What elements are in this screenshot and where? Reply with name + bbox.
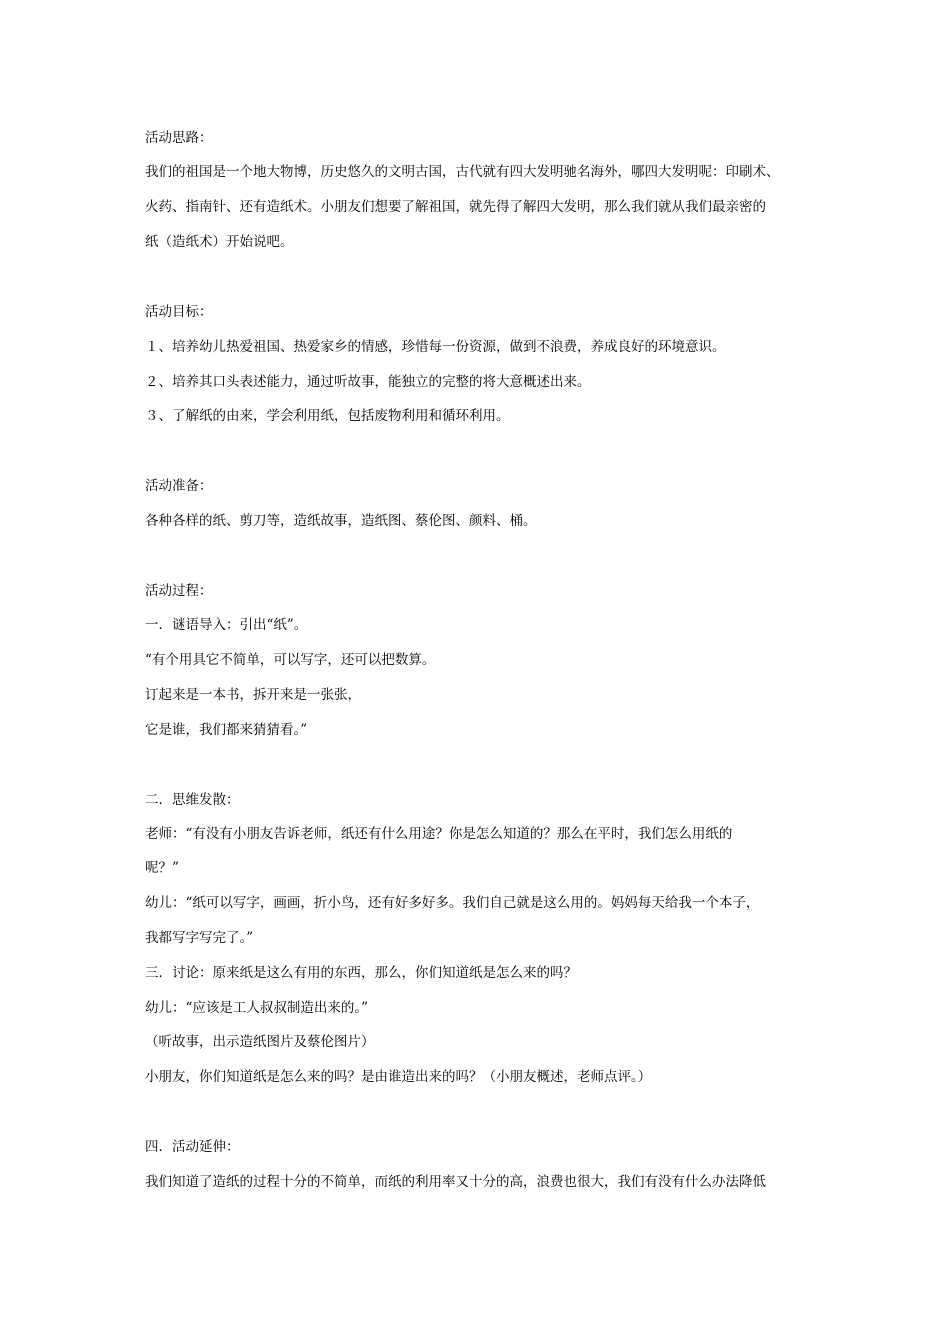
step-heading-1: 一．谜语导入：引出“纸”。 bbox=[145, 617, 308, 633]
paragraph-line: 纸（造纸术）开始说吧。 bbox=[145, 234, 294, 250]
dialogue-line: 老师：“有没有小朋友告诉老师，纸还有什么用途？你是怎么知道的？那么在平时，我们怎么用纸的 bbox=[145, 826, 733, 842]
goal-item-1: １、培养幼儿热爱祖国、热爱家乡的情感，珍惜每一份资源，做到不浪费，养成良好的环境意识。 bbox=[145, 339, 726, 355]
paragraph-line: 火药、指南针、还有造纸术。小朋友们想要了解祖国，就先得了解四大发明，那么我们就从我们最亲密的 bbox=[145, 199, 766, 215]
heading-activity-preparation: 活动准备： bbox=[145, 478, 213, 494]
step-heading-3: 三．讨论：原来纸是这么有用的东西，那么，你们知道纸是怎么来的吗？ bbox=[145, 965, 577, 981]
paragraph-line: 小朋友，你们知道纸是怎么来的吗？是由谁造出来的吗？（小朋友概述，老师点评。） bbox=[145, 1069, 652, 1085]
riddle-line: 订起来是一本书，拆开来是一张张， bbox=[145, 687, 361, 703]
riddle-line: “有个用具它不简单，可以写字，还可以把数算。 bbox=[145, 652, 436, 668]
goal-item-3: ３、了解纸的由来，学会利用纸，包括废物利用和循环利用。 bbox=[145, 408, 510, 424]
dialogue-line: 幼儿：“纸可以写字，画画，折小鸟，还有好多好多。我们自己就是这么用的。妈妈每天给我一个本子， bbox=[145, 895, 760, 911]
heading-activity-process: 活动过程： bbox=[145, 583, 213, 599]
goal-item-2: ２、培养其口头表述能力，通过听故事，能独立的完整的将大意概述出来。 bbox=[145, 374, 591, 390]
riddle-line: 它是谁，我们都来猜猜看。” bbox=[145, 722, 308, 738]
paragraph-line: （听故事，出示造纸图片及蔡伦图片） bbox=[145, 1034, 375, 1050]
paragraph-line: 我们的祖国是一个地大物博，历史悠久的文明古国，古代就有四大发明驰名海外，哪四大发明呢：印刷术、 bbox=[145, 164, 780, 180]
paragraph-line: 我们知道了造纸的过程十分的不简单，而纸的利用率又十分的高，浪费也很大，我们有没有什么办法降低 bbox=[145, 1174, 766, 1190]
heading-activity-idea: 活动思路： bbox=[145, 130, 213, 146]
dialogue-line: 呢？” bbox=[145, 860, 179, 876]
step-heading-2: 二．思维发散： bbox=[145, 792, 240, 808]
dialogue-line: 我都写字写完了。” bbox=[145, 930, 254, 946]
paragraph-line: 各种各样的纸、剪刀等，造纸故事，造纸图、蔡伦图、颜料、桶。 bbox=[145, 513, 537, 529]
dialogue-line: 幼儿：“应该是工人叔叔制造出来的。” bbox=[145, 1000, 369, 1016]
heading-activity-goals: 活动目标： bbox=[145, 304, 213, 320]
step-heading-4: 四．活动延伸： bbox=[145, 1139, 240, 1155]
